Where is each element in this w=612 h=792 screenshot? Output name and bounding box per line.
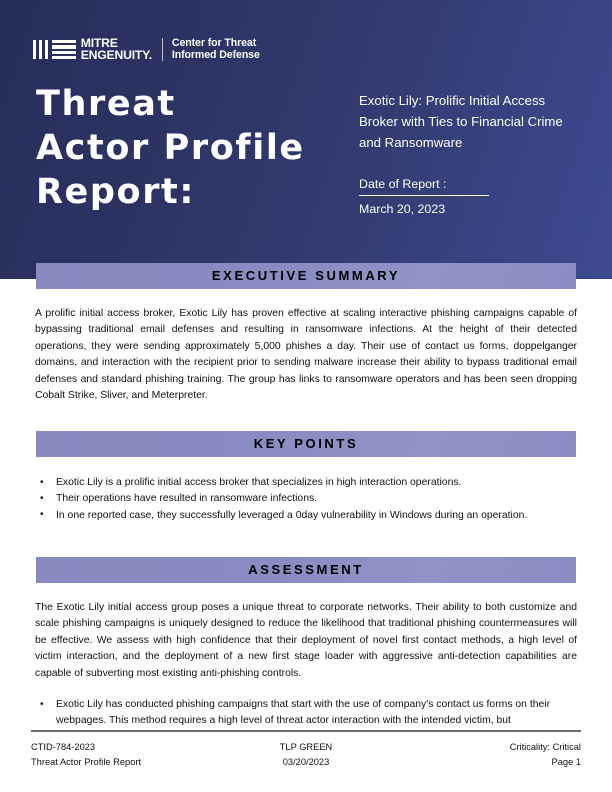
logo-tagline-line1: Center for Threat (171, 37, 257, 49)
logo-wordmark-line2: ENGENUITY. (80, 47, 152, 62)
mitre-engenuity-logo-mark-icon (33, 39, 76, 61)
logo-tagline-line2: Informed Defense (171, 48, 260, 61)
footer-date: 03/20/2023 (282, 756, 330, 767)
list-item: • In one reported case, they successfully leveraged a 0day vulnerability in Windows during an operation. (35, 508, 577, 524)
footer-tlp-marking: TLP GREEN (279, 742, 333, 752)
logo-wordmark-line1: MITRE (80, 36, 118, 51)
footer-doc-name: Threat Actor Profile Report (31, 756, 142, 767)
assessment-paragraph: The Exotic Lily initial access group poses a unique threat to corporate networks. Their ability to both customize and scale phishing campaigns is uniquely designed to reduce the likelihood that traditional phishing countermeasures will be effective. We assess with high confidence that their deployment of novel first contact methods, a high level of victim interaction, and the deployment of a new first stage loader with aggressive anti-detection capabilities are capable of subverting most existing anti-phishing controls. (35, 602, 577, 679)
page-title-line3: Report: (36, 172, 195, 212)
document-header (0, 0, 612, 279)
page-title-line1: Threat (36, 84, 176, 124)
report-subtitle: Exotic Lily: Prolific Initial Access Broker with Ties to Financial Crime and Ransomware (359, 93, 563, 150)
assessment-list (35, 697, 577, 730)
date-of-report-label: Date of Report : (359, 176, 489, 196)
date-of-report-block (359, 176, 559, 218)
page-footer (31, 740, 581, 769)
executive-summary-paragraph: A prolific initial access broker, Exotic Lily has proven effective at scaling interactive phishing campaigns capable of bypassing traditional email defenses and resulting in ransomware infections. At the height of their detected operations, they were sending approximately 5,000 phishes a day. Their use of contact us forms, doppelganger domains, and interaction with the recipient prior to sending malware increase their ability to bypass traditional email defenses and standard phishing training. The group has links to ransomware operators and has been seen dropping Cobalt Strike, Sliver, and Meterpreter. (35, 308, 577, 402)
list-item: • Exotic Lily has conducted phishing campaigns that start with the use of company's contact us forms on their webpages. This method requires a high level of threat actor interaction with the intended victim, but (35, 697, 577, 730)
logo-vertical-bars-icon (33, 40, 48, 59)
footer-row-bottom (31, 755, 581, 770)
footer-divider (31, 730, 581, 732)
list-item: • Exotic Lily is a prolific initial access broker that specializes in high interaction operations. (35, 475, 577, 491)
footer-criticality: Criticality: Critical (509, 742, 581, 752)
page-title-line2: Actor Profile (36, 128, 305, 168)
list-item: • Their operations have resulted in ransomware infections. (35, 491, 577, 507)
date-of-report-value: March 20, 2023 (359, 202, 446, 216)
logo-wordmark (81, 38, 152, 61)
logo-tagline (172, 38, 260, 61)
key-points-list (35, 475, 577, 524)
section-heading-key-points: KEY POINTS (36, 431, 576, 457)
logo-horizontal-bars-icon (52, 40, 76, 59)
brand-logo (33, 38, 260, 61)
footer-page-number: Page 1 (551, 756, 581, 767)
footer-row-top (31, 740, 581, 755)
section-heading-executive-summary: EXECUTIVE SUMMARY (36, 263, 576, 289)
page-title (36, 82, 336, 214)
logo-divider (162, 38, 163, 61)
footer-doc-id: CTID-784-2023 (31, 742, 96, 752)
section-heading-assessment: ASSESSMENT (36, 557, 576, 583)
